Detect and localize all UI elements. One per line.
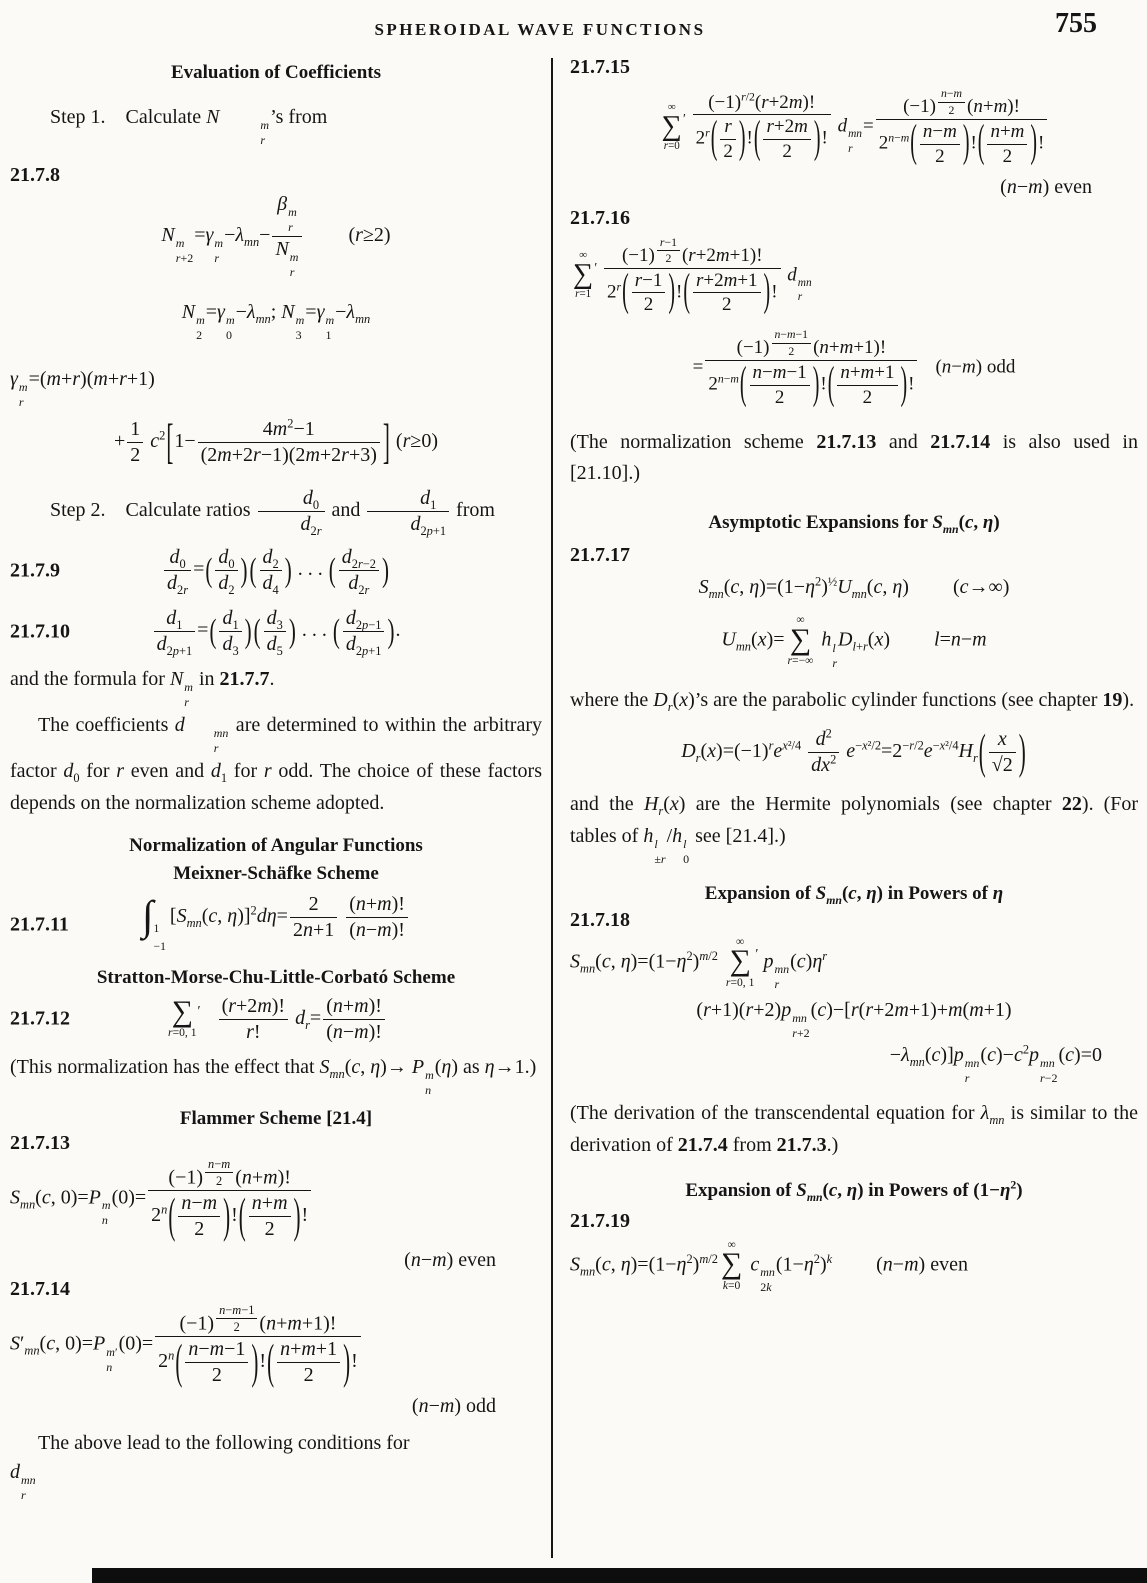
eq-label-21-7-16: 21.7.16 [570, 206, 630, 229]
eq-21-7-17-line2: $U_{mn}(x)=$ ∞ ∑ r=−∞ h l r $D_{l+r}(x)$ l=n−m [721, 613, 987, 670]
eq-gamma-line2: + $\frac{1}{2}$ $c^2[1-$ $\frac{4m^2-1}{(2m+2r-1)(2m+2r+3)}$ ] (r≥0) [113, 413, 439, 469]
eq-label-21-7-9: 21.7.9 [10, 559, 60, 581]
eq-21-7-14-condition: (n−m) odd [411, 1395, 496, 1418]
para-normalization-scheme: (The normalization scheme 21.7.13 and 21.7.14 is also used in [21.10].) [570, 430, 1138, 485]
eq-label-21-7-17: 21.7.17 [570, 544, 630, 567]
section-heading-normalization: Normalization of Angular Functions [129, 835, 423, 857]
page-number: 755 [1055, 8, 1097, 39]
eq-block-21-7-12 [10, 995, 542, 1044]
eq-21-7-11: ∫ 1 −1 [$S_{mn}(c$, η)]$^2$dη= $\frac{2}{2n+1}$ $\frac{(n+m)!}{(n-m)!}$ [10, 893, 542, 956]
eq-21-7-15-condition: (n−m) even [1000, 175, 1092, 198]
eq-21-7-14: $S'_{mn}(c$, 0)=P m′ n (0)= (−1) $^{\frac{n-m-1}{2}}$ (n+m+1)! 2$^n$( $\frac{n-m-1}{2}$ )!( $\frac{n+m+1}{2}$ )! [10, 1303, 542, 1387]
eq-21-7-18-line1: $S_{mn}(c$, $\eta)=(1-\eta^2)^{m/2}$ ∞ ∑ r=0, 1 ′ p mn r $(c)\eta^r$ [570, 934, 828, 992]
eq-21-7-13-condition: (n−m) even [404, 1248, 496, 1271]
heading-powers-eta: Expansion of $S_{mn}(c$, η) in Powers of η [704, 882, 1004, 907]
subheading-flammer: Flammer Scheme [21.4] [179, 1107, 373, 1129]
eq-21-7-13: $S_{mn}(c$, 0)=P m n (0)= (−1) $^{\frac{n-m}{2}}$ (n+m)! 2$^n$( $\frac{n-m}{2}$ )!( $\frac{n+m}{2}$ )! [10, 1157, 542, 1241]
step1-text: Step 1. Calculate N m r ’s from [50, 106, 328, 147]
para-formula: and the formula for N m r in 21.7.7. [10, 668, 275, 709]
eq-gamma-line1: γ m r =(m+r)(m+r+1) [10, 368, 155, 409]
running-head: SPHEROIDAL WAVE FUNCTIONS [374, 20, 706, 39]
eq-21-7-18-line2: (r+1)(r+2)p mn r+2 (c)−[r(r+2m+1)+m(m+1) [696, 999, 1012, 1041]
eq-parabolic-cylinder: $D_r(x)=(-1)^re^{x^2/4}$ $\frac{d^2}{dx^2}$ $e^{-x^2/2}=2^{-r/2}e^{-x^2/4}H_r$( $\frac{x}{√2}$ ) [681, 723, 1026, 780]
eq-label-21-7-12: 21.7.12 [10, 1007, 70, 1030]
para-above-lead: The above lead to the following conditions for [38, 1432, 410, 1455]
eq-block-21-7-11 [10, 893, 542, 956]
eq-label-21-7-8: 21.7.8 [10, 164, 60, 186]
eq-21-7-8-line1: N m r+2 =γ m r $-\lambda_{mn}-$ β m r N m r (r≥2) [161, 193, 391, 279]
step2-text: Step 2. Calculate ratios $\frac{d_0}{d_{2r}}$ and $\frac{d_1}{d_{2p+1}}$ from [50, 487, 495, 538]
subheading-stratton: Stratton-Morse-Chu-Little-Corbató Scheme [96, 966, 456, 988]
eq-21-7-16-line1: ∞ ∑ r=1 ′ (−1) $^{\frac{r-1}{2}}$ (r+2m+1)! 2$^r$( $\frac{r-1}{2}$ )!( $\frac{r+2m+1}{2}$ )! d mn r [573, 235, 812, 316]
eq-label-21-7-15: 21.7.15 [570, 56, 630, 78]
eq-block-21-7-10 [10, 607, 542, 656]
para-hermite: and the $H_r(x)$ are the Hermite polynomials (see chapter 22). (For tables of h l ±r /h l 0 see [21.4].) [570, 793, 1139, 866]
eq-21-7-9: $\frac{d_0}{d_{2r}}$ =( $\frac{d_0}{d_2}$ )( $\frac{d_2}{d_4}$ ) . . . ( $\frac{d_{2r-2}}{d_{2r}}$ ) [10, 546, 542, 595]
eq-label-21-7-18: 21.7.18 [570, 908, 630, 931]
left-column [10, 58, 542, 1503]
eq-label-21-7-19: 21.7.19 [570, 1209, 630, 1232]
eq-label-21-7-13: 21.7.13 [10, 1131, 70, 1154]
scan-edge-artifact [92, 1568, 1147, 1583]
eq-21-7-8-line2: N m 2 =γ m 0 $-\lambda_{mn}$; N m 3 =γ m 1 $-\lambda_{mn}$ [181, 301, 371, 342]
eq-21-7-18-line3: $-\lambda_{mn}(c)]p$ mn r $(c)-c^2p$ mn r−2 (c)=0 [889, 1042, 1102, 1086]
heading-asymptotic: Asymptotic Expansions for $S_{mn}(c$, η) [708, 512, 1000, 536]
eq-21-7-19: $S_{mn}(c$, $\eta)=(1-\eta^2)^{m/2}$ ∞ ∑ k=0 c mn 2k $(1-\eta^2)^k$ (n−m) even [570, 1237, 968, 1295]
right-column [570, 52, 1138, 1295]
eq-21-7-16-line2: = (−1) $^{\frac{n-m-1}{2}}$ (n+m+1)! $2^{n-m}$( $\frac{n-m-1}{2}$ )!( $\frac{n+m+1}{2}$ )! (n−m) odd [692, 328, 1016, 409]
eq-block-21-7-9 [10, 546, 542, 595]
eq-label-21-7-14: 21.7.14 [10, 1277, 70, 1300]
para-normalization-effect: (This normalization has the effect that $S_{mn}(c$, η)→ P m n (η) as η→1.) [10, 1055, 537, 1097]
eq-21-7-10: $\frac{d_1}{d_{2p+1}}$ =( $\frac{d_1}{d_3}$ )( $\frac{d_3}{d_5}$ ) . . . ( $\frac{d_{2p-1}}{d_{2p+1}}$ ). [10, 607, 542, 656]
para-above-lead-symbol: d mn r [10, 1460, 36, 1502]
section-heading-evaluation: Evaluation of Coefficients [170, 62, 382, 83]
eq-21-7-15: ∞ ∑ r=0 ′ $(-1)^{r/2}(r+2m)$! 2$^r$( $\frac{r}{2}$ )!( $\frac{r+2m}{2}$ )! d mn r = (−1) $^{\frac{n-m}{2}}$ (n+m)! $2^{n-m}$( $\frac{n-m}{2}$ )!( $\frac{n+m}{2}$ )! [570, 87, 1138, 168]
eq-label-21-7-11: 21.7.11 [10, 913, 69, 936]
eq-21-7-12: ∑ r=0, 1 ′ $\frac{(r+2m)!}{r!}$ $d_r=$ $\frac{(n+m)!}{(n-m)!}$ [10, 995, 542, 1044]
eq-21-7-17-line1: $S_{mn}(c$, $\eta)=(1-\eta^2)^{\frac{1}{2}}U_{mn}(c$, η) (c→∞) [698, 574, 1010, 602]
para-coefficients: The coefficients d mn r are determined to within the arbitrary factor $d_0$ for r even and $d_1$ for r odd. The choice of these factors depends on the normalization scheme adopted. [10, 714, 543, 814]
column-divider [551, 58, 553, 1558]
subheading-meixner: Meixner-Schäfke Scheme [173, 863, 379, 885]
eq-label-21-7-10: 21.7.10 [10, 620, 70, 642]
para-derivation: (The derivation of the transcendental equation for $\lambda_{mn}$ is similar to the derivation of 21.7.4 from 21.7.3.) [570, 1102, 1138, 1156]
para-parabolic-cylinder: where the $D_r(x)’s$ are the parabolic cylinder functions (see chapter 19). [570, 688, 1135, 714]
heading-powers-1-eta2: Expansion of $S_{mn}(c$, η) in Powers of $(1-\eta^2)$ [685, 1178, 1023, 1204]
